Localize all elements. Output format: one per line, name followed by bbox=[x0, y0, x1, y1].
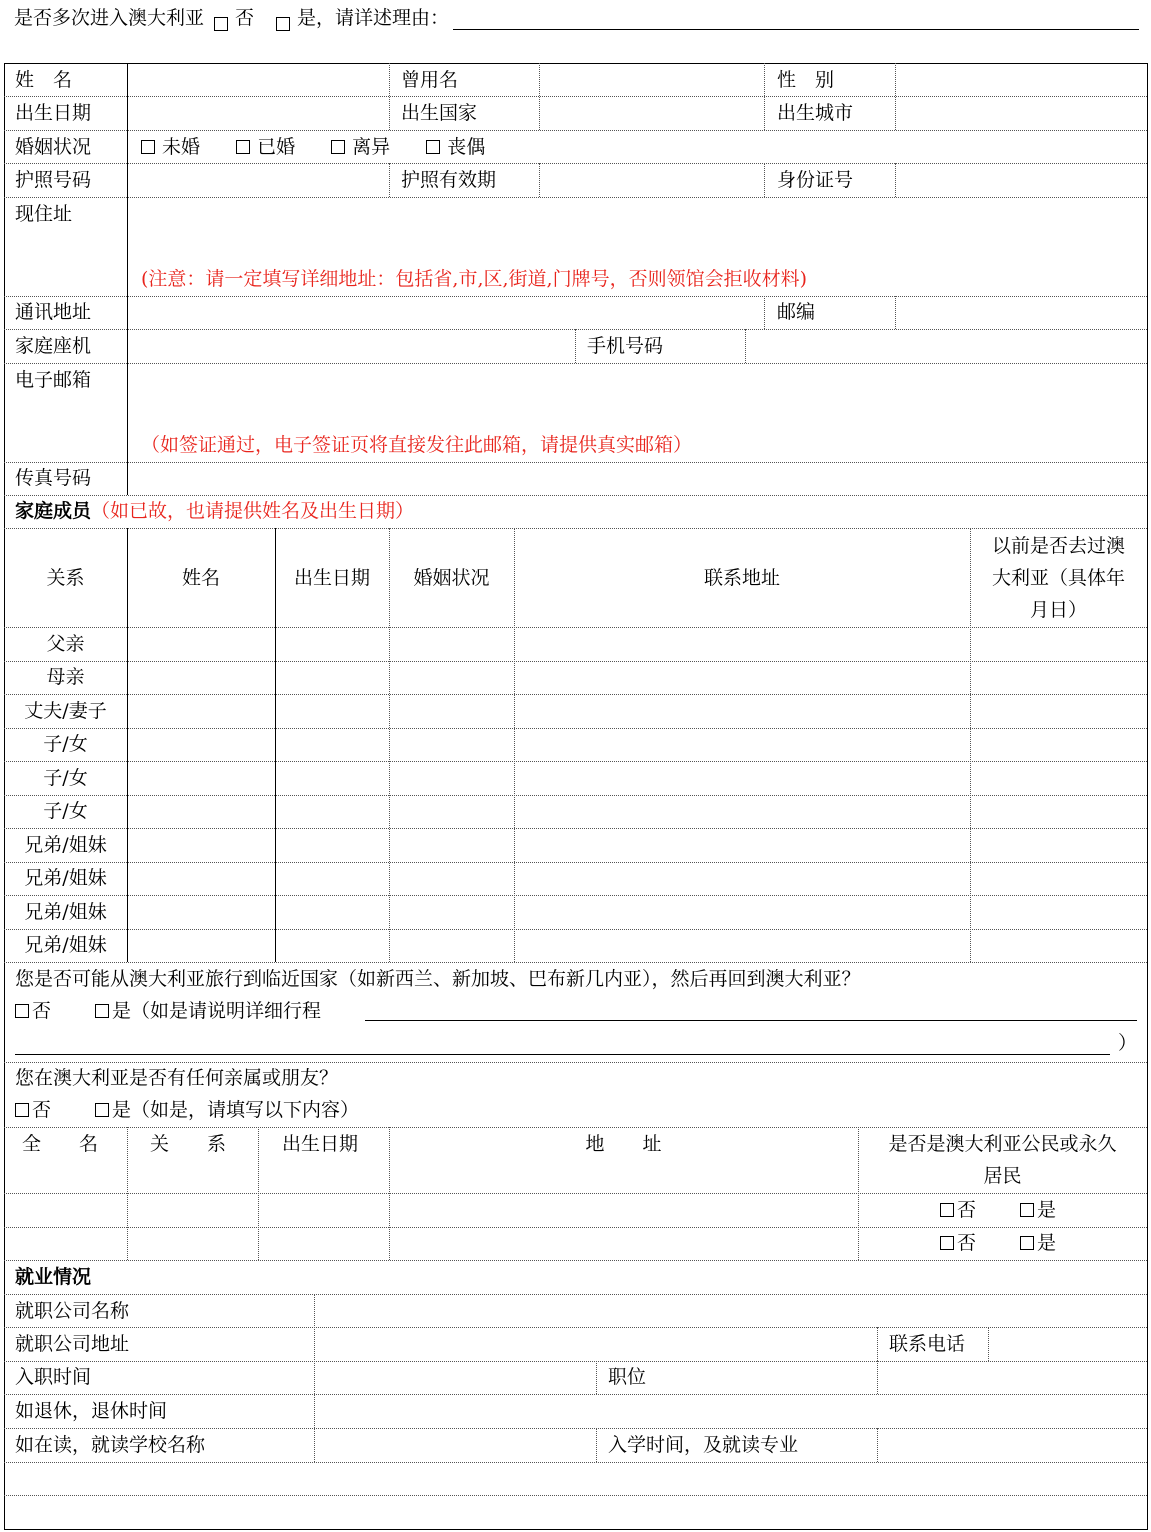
option-divorced: 离异 bbox=[352, 136, 391, 158]
family-title-row bbox=[15, 500, 414, 522]
checkbox-widowed[interactable] bbox=[426, 140, 440, 154]
family-header-address: 联系地址 bbox=[703, 567, 780, 589]
citizen-yes-label: 是 bbox=[1037, 1232, 1057, 1254]
family-header-visited-1: 以前是否去过澳 bbox=[991, 535, 1125, 557]
family-row-relation: 兄弟/姐妹 bbox=[24, 834, 107, 856]
option-widowed: 丧偶 bbox=[447, 136, 486, 158]
label-company-address: 就职公司地址 bbox=[15, 1333, 130, 1355]
label-mobile: 手机号码 bbox=[587, 335, 664, 357]
frame-bottom bbox=[4, 1529, 1147, 1530]
citizen-checkbox-yes[interactable] bbox=[1020, 1236, 1034, 1250]
family-row-relation: 丈夫/妻子 bbox=[24, 700, 107, 722]
travel-no-label: 否 bbox=[32, 1000, 52, 1022]
option-unmarried: 未婚 bbox=[162, 136, 201, 158]
top-question-label: 是否多次进入澳大利亚 bbox=[14, 7, 205, 29]
label-school: 如在读，就读学校名称 bbox=[15, 1434, 206, 1456]
label-company: 就职公司名称 bbox=[15, 1300, 130, 1322]
family-row-relation: 子/女 bbox=[43, 733, 88, 755]
label-passport-no: 护照号码 bbox=[15, 169, 92, 191]
relatives-question: 您在澳大利亚是否有任何亲属或朋友？ bbox=[15, 1067, 339, 1089]
family-row-relation: 子/女 bbox=[43, 767, 88, 789]
option-married: 已婚 bbox=[257, 136, 296, 158]
relatives-options bbox=[15, 1099, 359, 1121]
travel-checkbox-yes[interactable] bbox=[95, 1004, 109, 1018]
label-name: 姓 名 bbox=[15, 69, 73, 91]
relatives-no-label: 否 bbox=[32, 1099, 52, 1121]
relatives-checkbox-yes[interactable] bbox=[95, 1103, 109, 1117]
checkbox-yes[interactable] bbox=[276, 17, 290, 31]
label-birth-country: 出生国家 bbox=[401, 102, 478, 124]
label-passport-expiry: 护照有效期 bbox=[401, 169, 497, 191]
label-fax: 传真号码 bbox=[15, 467, 92, 489]
label-address: 现住址 bbox=[15, 203, 73, 225]
label-birth-city: 出生城市 bbox=[777, 102, 854, 124]
citizen-checkbox-no[interactable] bbox=[940, 1203, 954, 1217]
family-header-visited-2: 大利亚（具体年 bbox=[991, 567, 1125, 589]
relatives-row-citizen bbox=[940, 1199, 1056, 1221]
checkbox-no[interactable] bbox=[214, 17, 228, 31]
family-header-visited-3: 月日） bbox=[1029, 599, 1087, 621]
frame-left bbox=[4, 63, 5, 1530]
family-row-relation: 兄弟/姐妹 bbox=[24, 934, 107, 956]
checkbox-married[interactable] bbox=[236, 140, 250, 154]
label-id-no: 身份证号 bbox=[777, 169, 854, 191]
reason-input-line[interactable] bbox=[453, 9, 1139, 30]
relatives-header-relation: 关 系 bbox=[150, 1133, 227, 1155]
travel-close-paren: ） bbox=[1118, 1032, 1138, 1054]
family-row-relation: 兄弟/姐妹 bbox=[24, 901, 107, 923]
label-former-name: 曾用名 bbox=[401, 69, 459, 91]
label-position: 职位 bbox=[608, 1366, 647, 1388]
family-header-marital: 婚姻状况 bbox=[413, 567, 490, 589]
label-marital: 婚姻状况 bbox=[15, 136, 92, 158]
label-join-date: 入职时间 bbox=[15, 1366, 92, 1388]
travel-itinerary-line-1[interactable] bbox=[365, 1020, 1137, 1021]
frame-right bbox=[1147, 63, 1148, 1530]
citizen-no-label: 否 bbox=[957, 1199, 977, 1221]
travel-checkbox-no[interactable] bbox=[15, 1004, 29, 1018]
address-note: (注意：请一定填写详细地址：包括省,市,区,街道,门牌号，否则领馆会拒收材料) bbox=[141, 268, 807, 290]
option-yes-label: 是，请详述理由： bbox=[297, 7, 450, 29]
relatives-header-birth: 出生日期 bbox=[282, 1133, 359, 1155]
family-title: 家庭成员 bbox=[15, 500, 92, 522]
citizen-checkbox-no[interactable] bbox=[940, 1236, 954, 1250]
employment-title: 就业情况 bbox=[15, 1266, 92, 1288]
relatives-header-citizen-2: 居民 bbox=[983, 1165, 1022, 1187]
family-row-relation: 子/女 bbox=[43, 800, 88, 822]
relatives-header-fullname: 全 名 bbox=[22, 1133, 99, 1155]
citizen-no-label: 否 bbox=[957, 1232, 977, 1254]
label-gender: 性 别 bbox=[777, 69, 835, 91]
relatives-yes-label: 是（如是，请填写以下内容） bbox=[112, 1099, 360, 1121]
email-note: （如签证通过，电子签证页将直接发往此邮箱，请提供真实邮箱） bbox=[141, 434, 693, 456]
label-mail-address: 通讯地址 bbox=[15, 301, 92, 323]
checkbox-divorced[interactable] bbox=[331, 140, 345, 154]
family-header-name: 姓名 bbox=[181, 567, 220, 589]
family-note: （如已故，也请提供姓名及出生日期） bbox=[91, 500, 415, 522]
family-row-relation: 父亲 bbox=[46, 633, 85, 655]
checkbox-unmarried[interactable] bbox=[141, 140, 155, 154]
label-enroll: 入学时间，及就读专业 bbox=[608, 1434, 799, 1456]
frame-top bbox=[4, 63, 1147, 64]
travel-question: 您是否可能从澳大利亚旅行到临近国家（如新西兰、新加坡、巴布新几内亚），然后再回到澳大利亚？ bbox=[15, 968, 861, 990]
label-birth-date: 出生日期 bbox=[15, 102, 92, 124]
option-no-label: 否 bbox=[235, 7, 255, 29]
label-home-phone: 家庭座机 bbox=[15, 335, 92, 357]
marital-options bbox=[141, 136, 485, 158]
travel-options bbox=[15, 1000, 321, 1022]
label-postcode: 邮编 bbox=[777, 301, 816, 323]
family-row-relation: 母亲 bbox=[46, 666, 85, 688]
family-row-relation: 兄弟/姐妹 bbox=[24, 867, 107, 889]
travel-yes-label: 是（如是请说明详细行程 bbox=[112, 1000, 322, 1022]
label-contact-phone: 联系电话 bbox=[889, 1333, 966, 1355]
travel-itinerary-line-2[interactable] bbox=[15, 1054, 1110, 1055]
relatives-row-citizen bbox=[940, 1232, 1056, 1254]
family-header-birth: 出生日期 bbox=[293, 567, 370, 589]
relatives-checkbox-no[interactable] bbox=[15, 1103, 29, 1117]
relatives-header-citizen-1: 是否是澳大利亚公民或永久 bbox=[888, 1133, 1117, 1155]
relatives-header-address: 地 址 bbox=[585, 1133, 662, 1155]
top-question bbox=[14, 4, 1139, 30]
family-header-relation: 关系 bbox=[46, 567, 85, 589]
citizen-yes-label: 是 bbox=[1037, 1199, 1057, 1221]
citizen-checkbox-yes[interactable] bbox=[1020, 1203, 1034, 1217]
label-retire: 如退休，退休时间 bbox=[15, 1400, 168, 1422]
label-email: 电子邮箱 bbox=[15, 369, 92, 391]
